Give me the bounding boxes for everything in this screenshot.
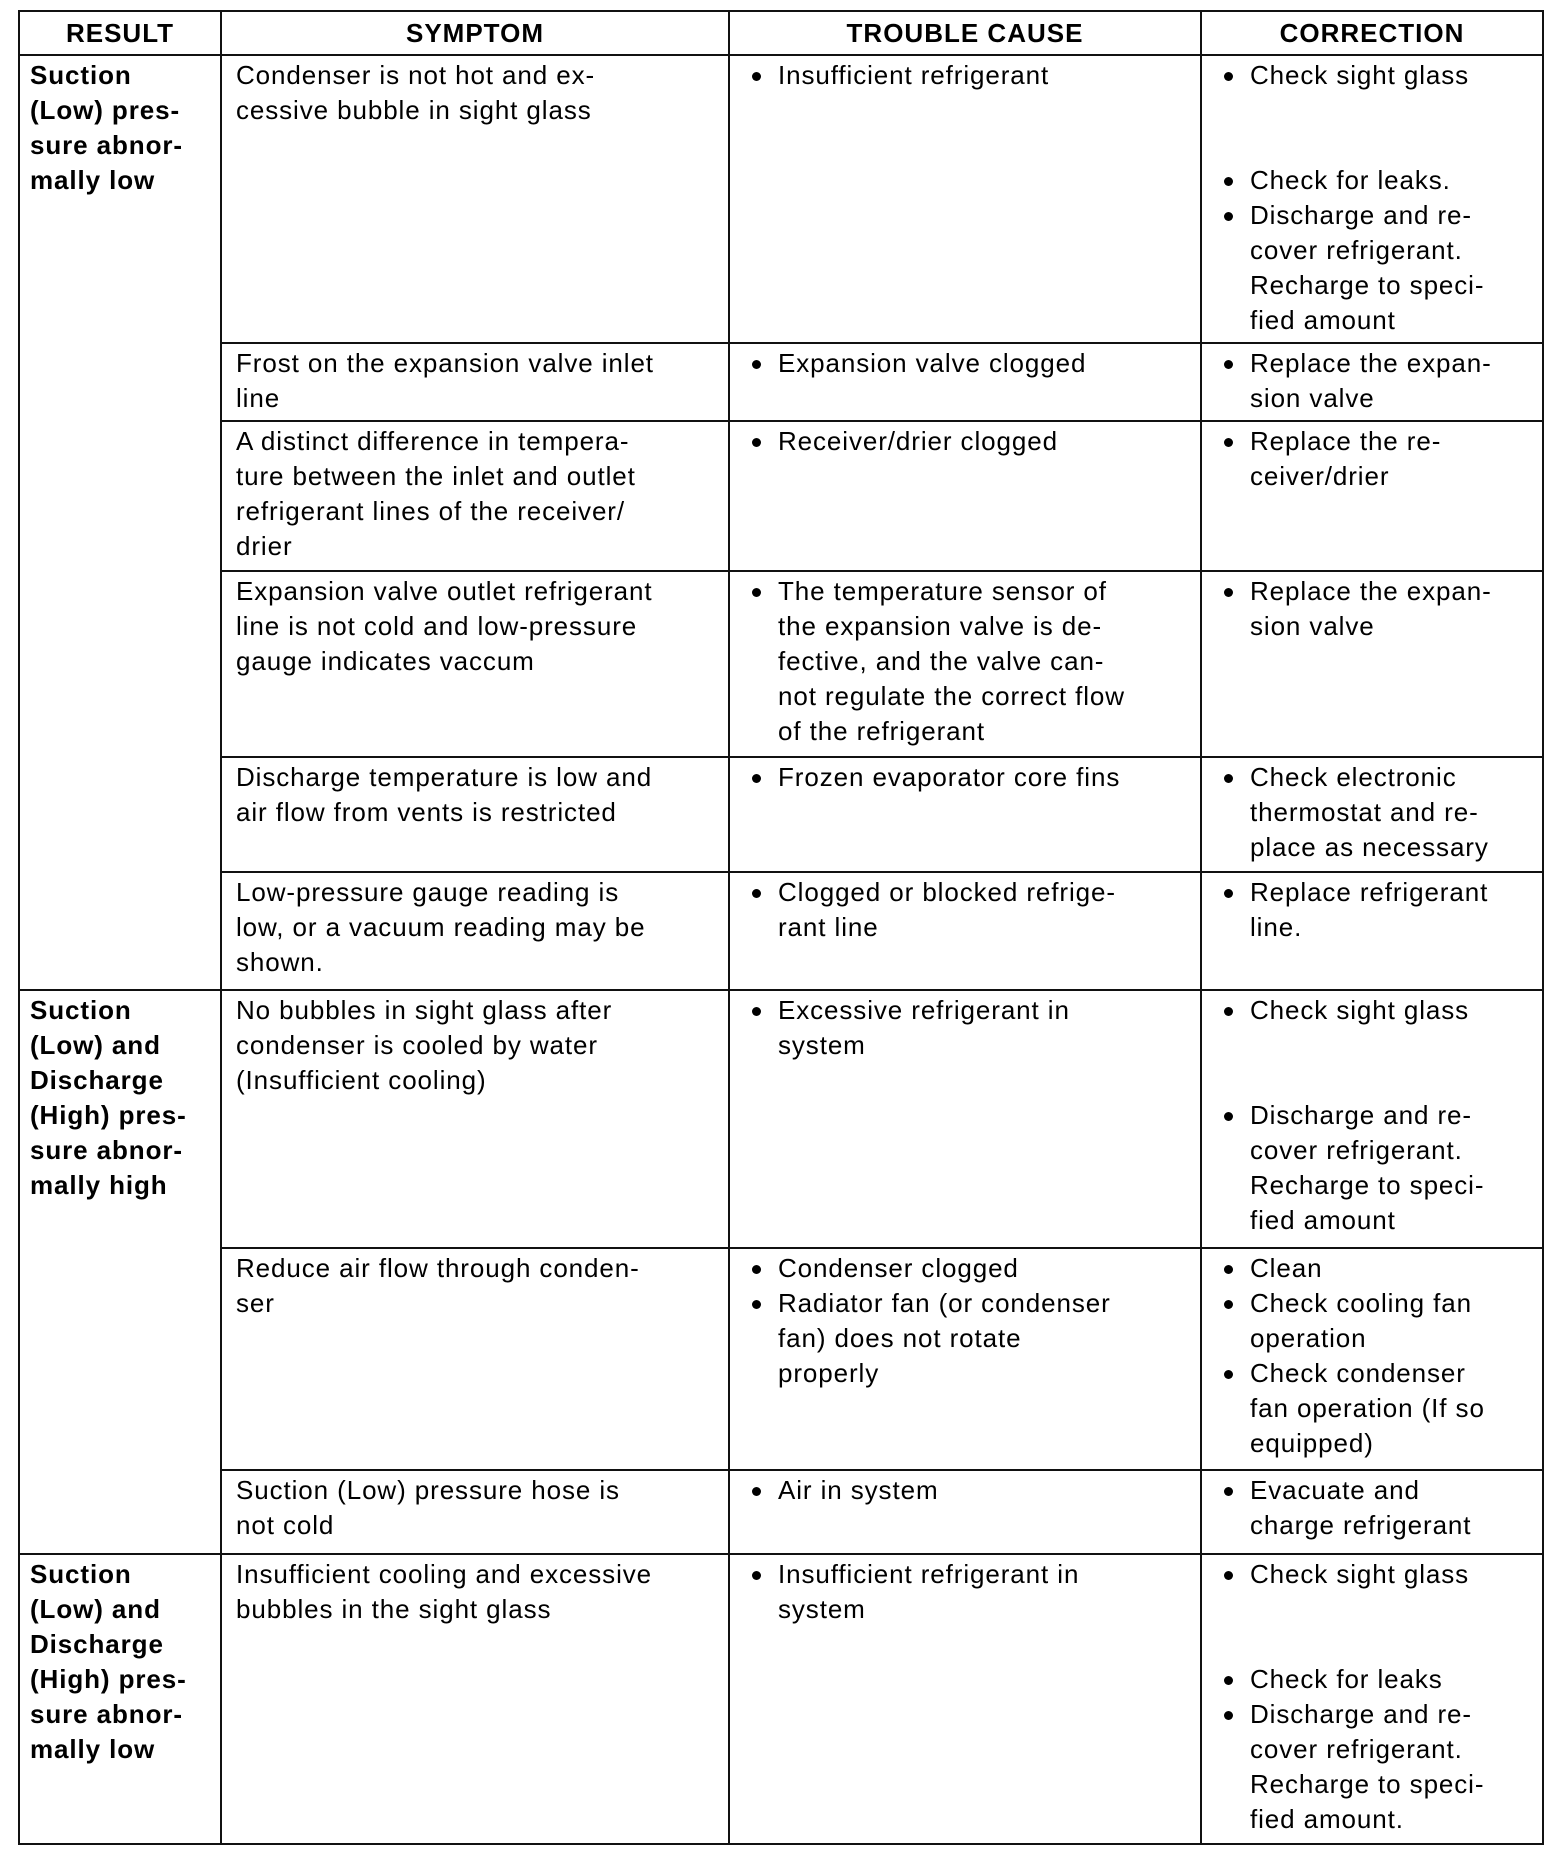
cause-item: Clogged or blocked refrige- rant line (744, 875, 1192, 945)
correction-cell (1201, 343, 1543, 421)
cause-cell (729, 757, 1201, 872)
cause-cell (729, 1470, 1201, 1554)
symptom-cell: Frost on the expansion valve inlet line (221, 343, 729, 421)
cause-cell (729, 990, 1201, 1248)
header-result: RESULT (19, 11, 221, 55)
correction-item: Check sight glass (1216, 1557, 1534, 1592)
troubleshooting-document (18, 10, 1542, 1845)
result-cell: Suction (Low) pres- sure abnor- mally low (19, 55, 221, 990)
table-row (19, 1248, 1543, 1470)
cause-item: Excessive refrigerant in system (744, 993, 1192, 1063)
symptom-cell: A distinct difference in tempera- ture between the inlet and outlet refrigerant lines of the receiver/ drier (221, 421, 729, 571)
correction-item: Check sight glass (1216, 58, 1534, 93)
cause-cell (729, 343, 1201, 421)
correction-cell (1201, 1554, 1543, 1844)
correction-item: Discharge and re- cover refrigerant. Recharge to speci- fied amount (1216, 1098, 1534, 1238)
symptom-cell: Insufficient cooling and excessive bubbles in the sight glass (221, 1554, 729, 1844)
cause-item: Insufficient refrigerant (744, 58, 1192, 93)
cause-item: Radiator fan (or condenser fan) does not rotate properly (744, 1286, 1192, 1391)
correction-item: Replace the re- ceiver/drier (1216, 424, 1534, 494)
cause-cell (729, 55, 1201, 343)
cause-item: Insufficient refrigerant in system (744, 1557, 1192, 1627)
header-correction: CORRECTION (1201, 11, 1543, 55)
correction-item: Check sight glass (1216, 993, 1534, 1028)
cause-item: Receiver/drier clogged (744, 424, 1192, 459)
header-row (19, 11, 1543, 55)
symptom-cell: Suction (Low) pressure hose is not cold (221, 1470, 729, 1554)
symptom-cell: Low-pressure gauge reading is low, or a vacuum reading may be shown. (221, 872, 729, 990)
cause-cell (729, 1248, 1201, 1470)
table-row (19, 990, 1543, 1248)
table-row (19, 571, 1543, 757)
correction-item: Discharge and re- cover refrigerant. Recharge to speci- fied amount (1216, 198, 1534, 338)
correction-item: Replace the expan- sion valve (1216, 346, 1534, 416)
cause-item: The temperature sensor of the expansion valve is de- fective, and the valve can- not regulate the correct flow of the refrigerant (744, 574, 1192, 749)
symptom-cell: No bubbles in sight glass after condenser is cooled by water (Insufficient cooling) (221, 990, 729, 1248)
correction-cell (1201, 1248, 1543, 1470)
correction-item: Clean (1216, 1251, 1534, 1286)
correction-item: Replace the expan- sion valve (1216, 574, 1534, 644)
correction-item: Evacuate and charge refrigerant (1216, 1473, 1534, 1543)
cause-item: Condenser clogged (744, 1251, 1192, 1286)
table-row (19, 1554, 1543, 1844)
correction-item: Check for leaks (1216, 1662, 1534, 1697)
correction-item: Check electronic thermostat and re- place as necessary (1216, 760, 1534, 865)
cause-cell (729, 571, 1201, 757)
cause-item: Frozen evaporator core fins (744, 760, 1192, 795)
correction-item: Discharge and re- cover refrigerant. Recharge to speci- fied amount. (1216, 1697, 1534, 1837)
table-row (19, 55, 1543, 343)
table-row (19, 872, 1543, 990)
cause-cell (729, 872, 1201, 990)
correction-item: Check cooling fan operation (1216, 1286, 1534, 1356)
table-row (19, 343, 1543, 421)
cause-cell (729, 1554, 1201, 1844)
correction-item: Check for leaks. (1216, 163, 1534, 198)
table-row (19, 757, 1543, 872)
symptom-cell: Expansion valve outlet refrigerant line is not cold and low-pressure gauge indicates vaccum (221, 571, 729, 757)
header-symptom: SYMPTOM (221, 11, 729, 55)
cause-item: Expansion valve clogged (744, 346, 1192, 381)
header-trouble-cause: TROUBLE CAUSE (729, 11, 1201, 55)
correction-cell (1201, 1470, 1543, 1554)
correction-item: Replace refrigerant line. (1216, 875, 1534, 945)
result-cell: Suction (Low) and Discharge (High) pres- sure abnor- mally high (19, 990, 221, 1554)
correction-item: Check condenser fan operation (If so equipped) (1216, 1356, 1534, 1461)
table-row (19, 1470, 1543, 1554)
correction-cell (1201, 421, 1543, 571)
correction-cell (1201, 757, 1543, 872)
correction-cell (1201, 55, 1543, 343)
cause-item: Air in system (744, 1473, 1192, 1508)
correction-cell (1201, 872, 1543, 990)
correction-cell (1201, 990, 1543, 1248)
cause-cell (729, 421, 1201, 571)
symptom-cell: Condenser is not hot and ex- cessive bubble in sight glass (221, 55, 729, 343)
result-cell: Suction (Low) and Discharge (High) pres- sure abnor- mally low (19, 1554, 221, 1844)
correction-cell (1201, 571, 1543, 757)
symptom-cell: Reduce air flow through conden- ser (221, 1248, 729, 1470)
table-row (19, 421, 1543, 571)
troubleshooting-table (18, 10, 1544, 1845)
symptom-cell: Discharge temperature is low and air flow from vents is restricted (221, 757, 729, 872)
